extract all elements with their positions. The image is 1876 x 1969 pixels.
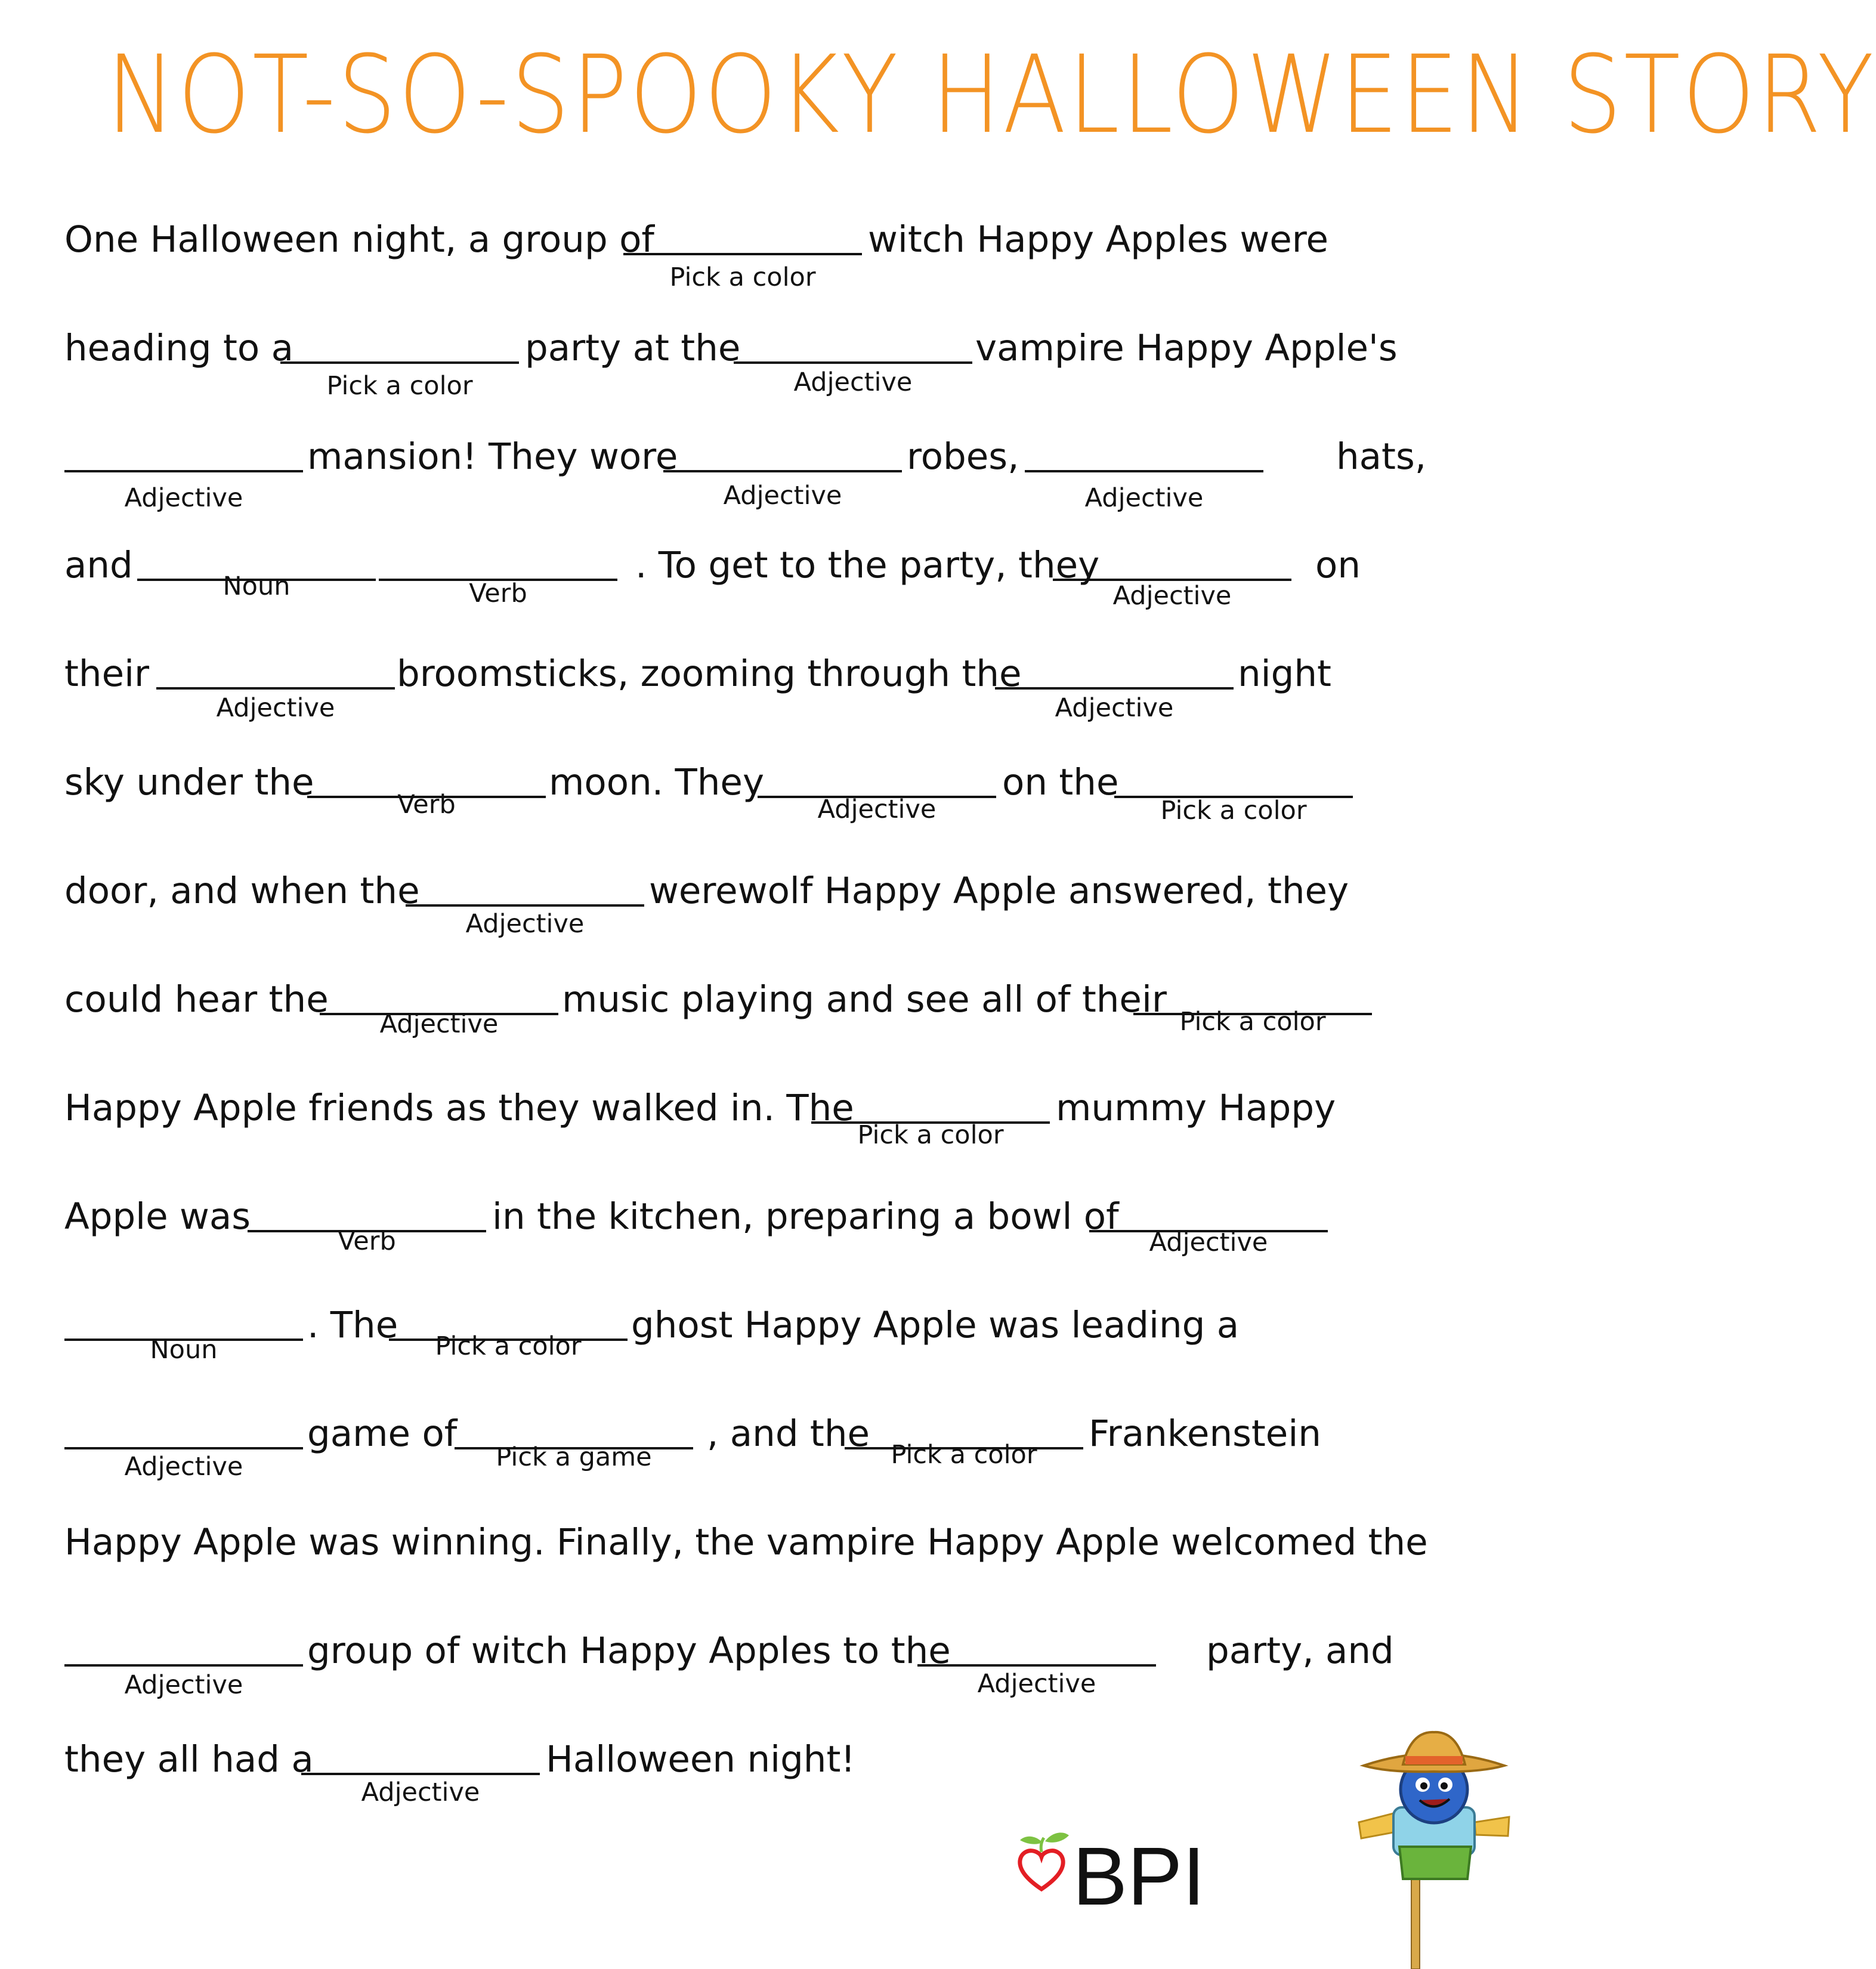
blank-hint-label: Adjective xyxy=(1055,693,1174,723)
story-text: party at the xyxy=(525,327,741,369)
story-text: Apple was xyxy=(64,1195,251,1238)
story-text: One Halloween night, a group of xyxy=(64,218,654,261)
blank-hint-label: Pick a color xyxy=(1160,796,1307,826)
story-text: group of witch Happy Apples to the xyxy=(307,1630,951,1672)
blank-hint-label: Verb xyxy=(338,1226,396,1256)
fill-in-blank[interactable] xyxy=(280,361,519,364)
blank-hint-label: Adjective xyxy=(465,909,585,939)
blank-hint-label: Adjective xyxy=(124,1670,243,1700)
fill-in-blank[interactable] xyxy=(301,1773,540,1775)
blank-hint-label: Pick a color xyxy=(669,262,816,292)
blank-hint-label: Adjective xyxy=(977,1669,1096,1699)
blank-hint-label: Noun xyxy=(222,571,290,601)
story-text: Happy Apple friends as they walked in. The xyxy=(64,1087,854,1129)
fill-in-blank[interactable] xyxy=(663,470,902,472)
blank-hint-label: Pick a color xyxy=(435,1331,582,1361)
blank-hint-label: Verb xyxy=(397,790,456,820)
logo-text: BPI xyxy=(1073,1831,1206,1922)
story-text: vampire Happy Apple's xyxy=(975,327,1398,369)
blank-hint-label: Adjective xyxy=(1149,1228,1268,1257)
story-text: their xyxy=(64,653,150,695)
page-title: NOT-SO-SPOOKY HALLOWEEN STORY xyxy=(106,33,1876,157)
story-text: robes, xyxy=(907,435,1019,478)
fill-in-blank[interactable] xyxy=(406,904,644,907)
story-line xyxy=(0,1736,1522,1807)
story-text: on xyxy=(1315,544,1361,586)
story-line xyxy=(0,976,1522,1041)
story-text: on the xyxy=(1002,761,1119,803)
blank-hint-label: Adjective xyxy=(124,1452,243,1482)
fill-in-blank[interactable] xyxy=(917,1664,1156,1667)
fill-in-blank[interactable] xyxy=(64,1664,303,1667)
blank-hint-label: Adjective xyxy=(361,1778,480,1807)
story-text: heading to a xyxy=(64,327,294,369)
blank-hint-label: Adjective xyxy=(379,1009,499,1039)
fill-in-blank[interactable] xyxy=(734,361,972,364)
story-line xyxy=(0,650,1522,723)
story-text: mansion! They wore xyxy=(307,435,678,478)
story-line xyxy=(0,1302,1522,1367)
blank-hint-label: Pick a game xyxy=(496,1442,652,1472)
story-text: . The xyxy=(307,1304,398,1346)
story-text: night xyxy=(1238,653,1331,695)
blank-hint-label: Pick a color xyxy=(326,371,473,401)
fill-in-blank[interactable] xyxy=(64,1447,303,1449)
story-text: in the kitchen, preparing a bowl of xyxy=(492,1195,1119,1238)
story-text: broomsticks, zooming through the xyxy=(397,653,1022,695)
story-text: werewolf Happy Apple answered, they xyxy=(649,870,1349,912)
story-line xyxy=(0,542,1522,611)
story-text: music playing and see all of their xyxy=(562,978,1167,1021)
blank-hint-label: Verb xyxy=(469,579,527,608)
fill-in-blank[interactable] xyxy=(156,687,395,690)
blank-hint-label: Adjective xyxy=(1112,581,1232,611)
fill-in-blank[interactable] xyxy=(1025,470,1263,472)
story-line xyxy=(0,759,1522,824)
story-text: Happy Apple was winning. Finally, the vampire Happy Apple welcomed the xyxy=(64,1521,1428,1563)
blank-hint-label: Noun xyxy=(150,1335,218,1365)
story-line xyxy=(0,867,1522,939)
story-text: moon. They xyxy=(549,761,765,803)
story-text: they all had a xyxy=(64,1738,314,1781)
story-line xyxy=(0,1627,1522,1700)
story-text: mummy Happy xyxy=(1056,1087,1336,1129)
story-text: witch Happy Apples were xyxy=(868,218,1329,261)
story-line xyxy=(0,1084,1522,1150)
bpi-logo xyxy=(1014,1822,1217,1922)
story-text: door, and when the xyxy=(64,870,420,912)
story-text: Frankenstein xyxy=(1089,1412,1321,1455)
fill-in-blank[interactable] xyxy=(64,470,303,472)
blank-hint-label: Pick a color xyxy=(1179,1007,1326,1037)
story-line xyxy=(0,1519,1522,1584)
fill-in-blank[interactable] xyxy=(623,253,862,255)
fill-in-blank[interactable] xyxy=(995,687,1234,690)
blank-hint-label: Adjective xyxy=(793,367,913,397)
blank-hint-label: Adjective xyxy=(1084,483,1204,513)
scarecrow-apple-icon xyxy=(1354,1730,1515,1969)
story-text: sky under the xyxy=(64,761,314,803)
story-text: and xyxy=(64,544,133,586)
blank-hint-label: Adjective xyxy=(124,483,243,513)
story-line xyxy=(0,324,1522,401)
story-text: party, and xyxy=(1206,1630,1394,1672)
blank-hint-label: Pick a color xyxy=(857,1120,1004,1150)
apple-leaf-heart-icon xyxy=(1020,1832,1069,1889)
blank-hint-label: Pick a color xyxy=(891,1440,1037,1470)
blank-hint-label: Adjective xyxy=(216,693,335,723)
story-text: hats, xyxy=(1336,435,1427,478)
story-text: could hear the xyxy=(64,978,329,1021)
story-line xyxy=(0,1410,1522,1482)
story-text: , and the xyxy=(707,1412,870,1455)
story-line xyxy=(0,216,1522,292)
story-text: . To get to the party, they xyxy=(635,544,1100,586)
story-line xyxy=(0,433,1522,513)
blank-hint-label: Adjective xyxy=(817,795,937,824)
story-text: game of xyxy=(307,1412,458,1455)
story-text: ghost Happy Apple was leading a xyxy=(631,1304,1240,1346)
story-line xyxy=(0,1193,1522,1259)
blank-hint-label: Adjective xyxy=(723,481,842,511)
story-text: Halloween night! xyxy=(546,1738,855,1781)
